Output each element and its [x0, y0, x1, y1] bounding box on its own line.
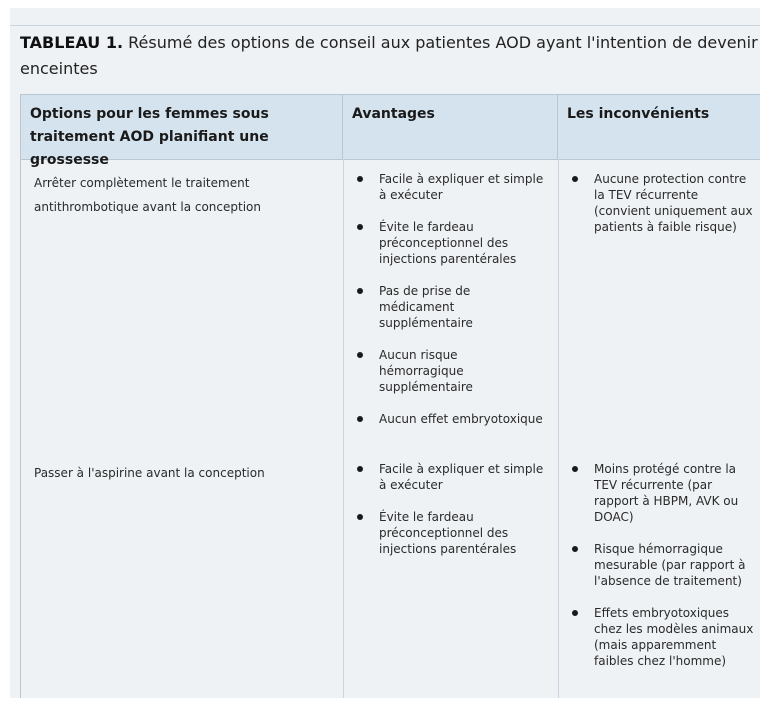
list-item: [570, 541, 755, 589]
list-item-text: Facile à expliquer et simple à exécuter: [379, 462, 544, 492]
bullet-icon: [572, 466, 578, 472]
list-item-text: Aucune protection contre la TEV récurrente (convient uniquement aux patients à faible risque): [594, 172, 753, 234]
bullet-icon: [357, 288, 363, 294]
row-2-disadvantages-list: [570, 461, 755, 685]
top-divider: [10, 25, 760, 26]
list-item: [355, 347, 545, 395]
row-1-advantages-list: [355, 171, 545, 443]
list-item: [570, 171, 755, 235]
header-disadvantages: Les inconvénients: [558, 95, 760, 159]
header-options: Options pour les femmes sous traitement AOD planifiant une grossesse: [21, 95, 343, 159]
bullet-icon: [357, 176, 363, 182]
table-caption-label: TABLEAU 1.: [20, 33, 124, 52]
bullet-icon: [357, 352, 363, 358]
list-item-text: Risque hémorragique mesurable (par rapport à l'absence de traitement): [594, 542, 746, 588]
list-item: [355, 509, 545, 557]
bullet-icon: [357, 514, 363, 520]
list-item-text: Évite le fardeau préconceptionnel des injections parentérales: [379, 510, 517, 556]
bullet-icon: [572, 610, 578, 616]
bullet-icon: [572, 176, 578, 182]
list-item: [570, 605, 755, 669]
list-item: [355, 411, 545, 427]
list-item-text: Facile à expliquer et simple à exécuter: [379, 172, 544, 202]
row-2-option: Passer à l'aspirine avant la conception: [34, 466, 265, 480]
list-item: [355, 219, 545, 267]
bullet-icon: [357, 416, 363, 422]
column-divider-2: [558, 159, 559, 698]
article-panel: [10, 8, 760, 698]
table-caption: [20, 30, 760, 82]
list-item-text: Pas de prise de médicament supplémentaire: [379, 284, 473, 330]
list-item-text: Moins protégé contre la TEV récurrente (par rapport à HBPM, AVK ou DOAC): [594, 462, 739, 524]
row-1-option: Arrêter complètement le traitement antithrombotique avant la conception: [34, 176, 261, 214]
summary-table: [20, 94, 760, 698]
list-item: [355, 171, 545, 203]
bullet-icon: [357, 224, 363, 230]
table-header-row: [21, 95, 760, 168]
bullet-icon: [572, 546, 578, 552]
list-item-text: Aucun risque hémorragique supplémentaire: [379, 348, 473, 394]
row-2-advantages-list: [355, 461, 545, 573]
table-caption-text: Résumé des options de conseil aux patientes AOD ayant l'intention de devenir enceintes: [20, 33, 758, 78]
list-item-text: Aucun effet embryotoxique: [379, 412, 543, 426]
list-item-text: Effets embryotoxiques chez les modèles animaux (mais apparemment faibles chez l'homme): [594, 606, 754, 668]
list-item: [570, 461, 755, 525]
column-divider-1: [343, 159, 344, 698]
header-advantages: Avantages: [343, 95, 558, 159]
list-item: [355, 283, 545, 331]
row-1-disadvantages-list: [570, 171, 755, 251]
bullet-icon: [357, 466, 363, 472]
list-item: [355, 461, 545, 493]
list-item-text: Évite le fardeau préconceptionnel des injections parentérales: [379, 220, 517, 266]
